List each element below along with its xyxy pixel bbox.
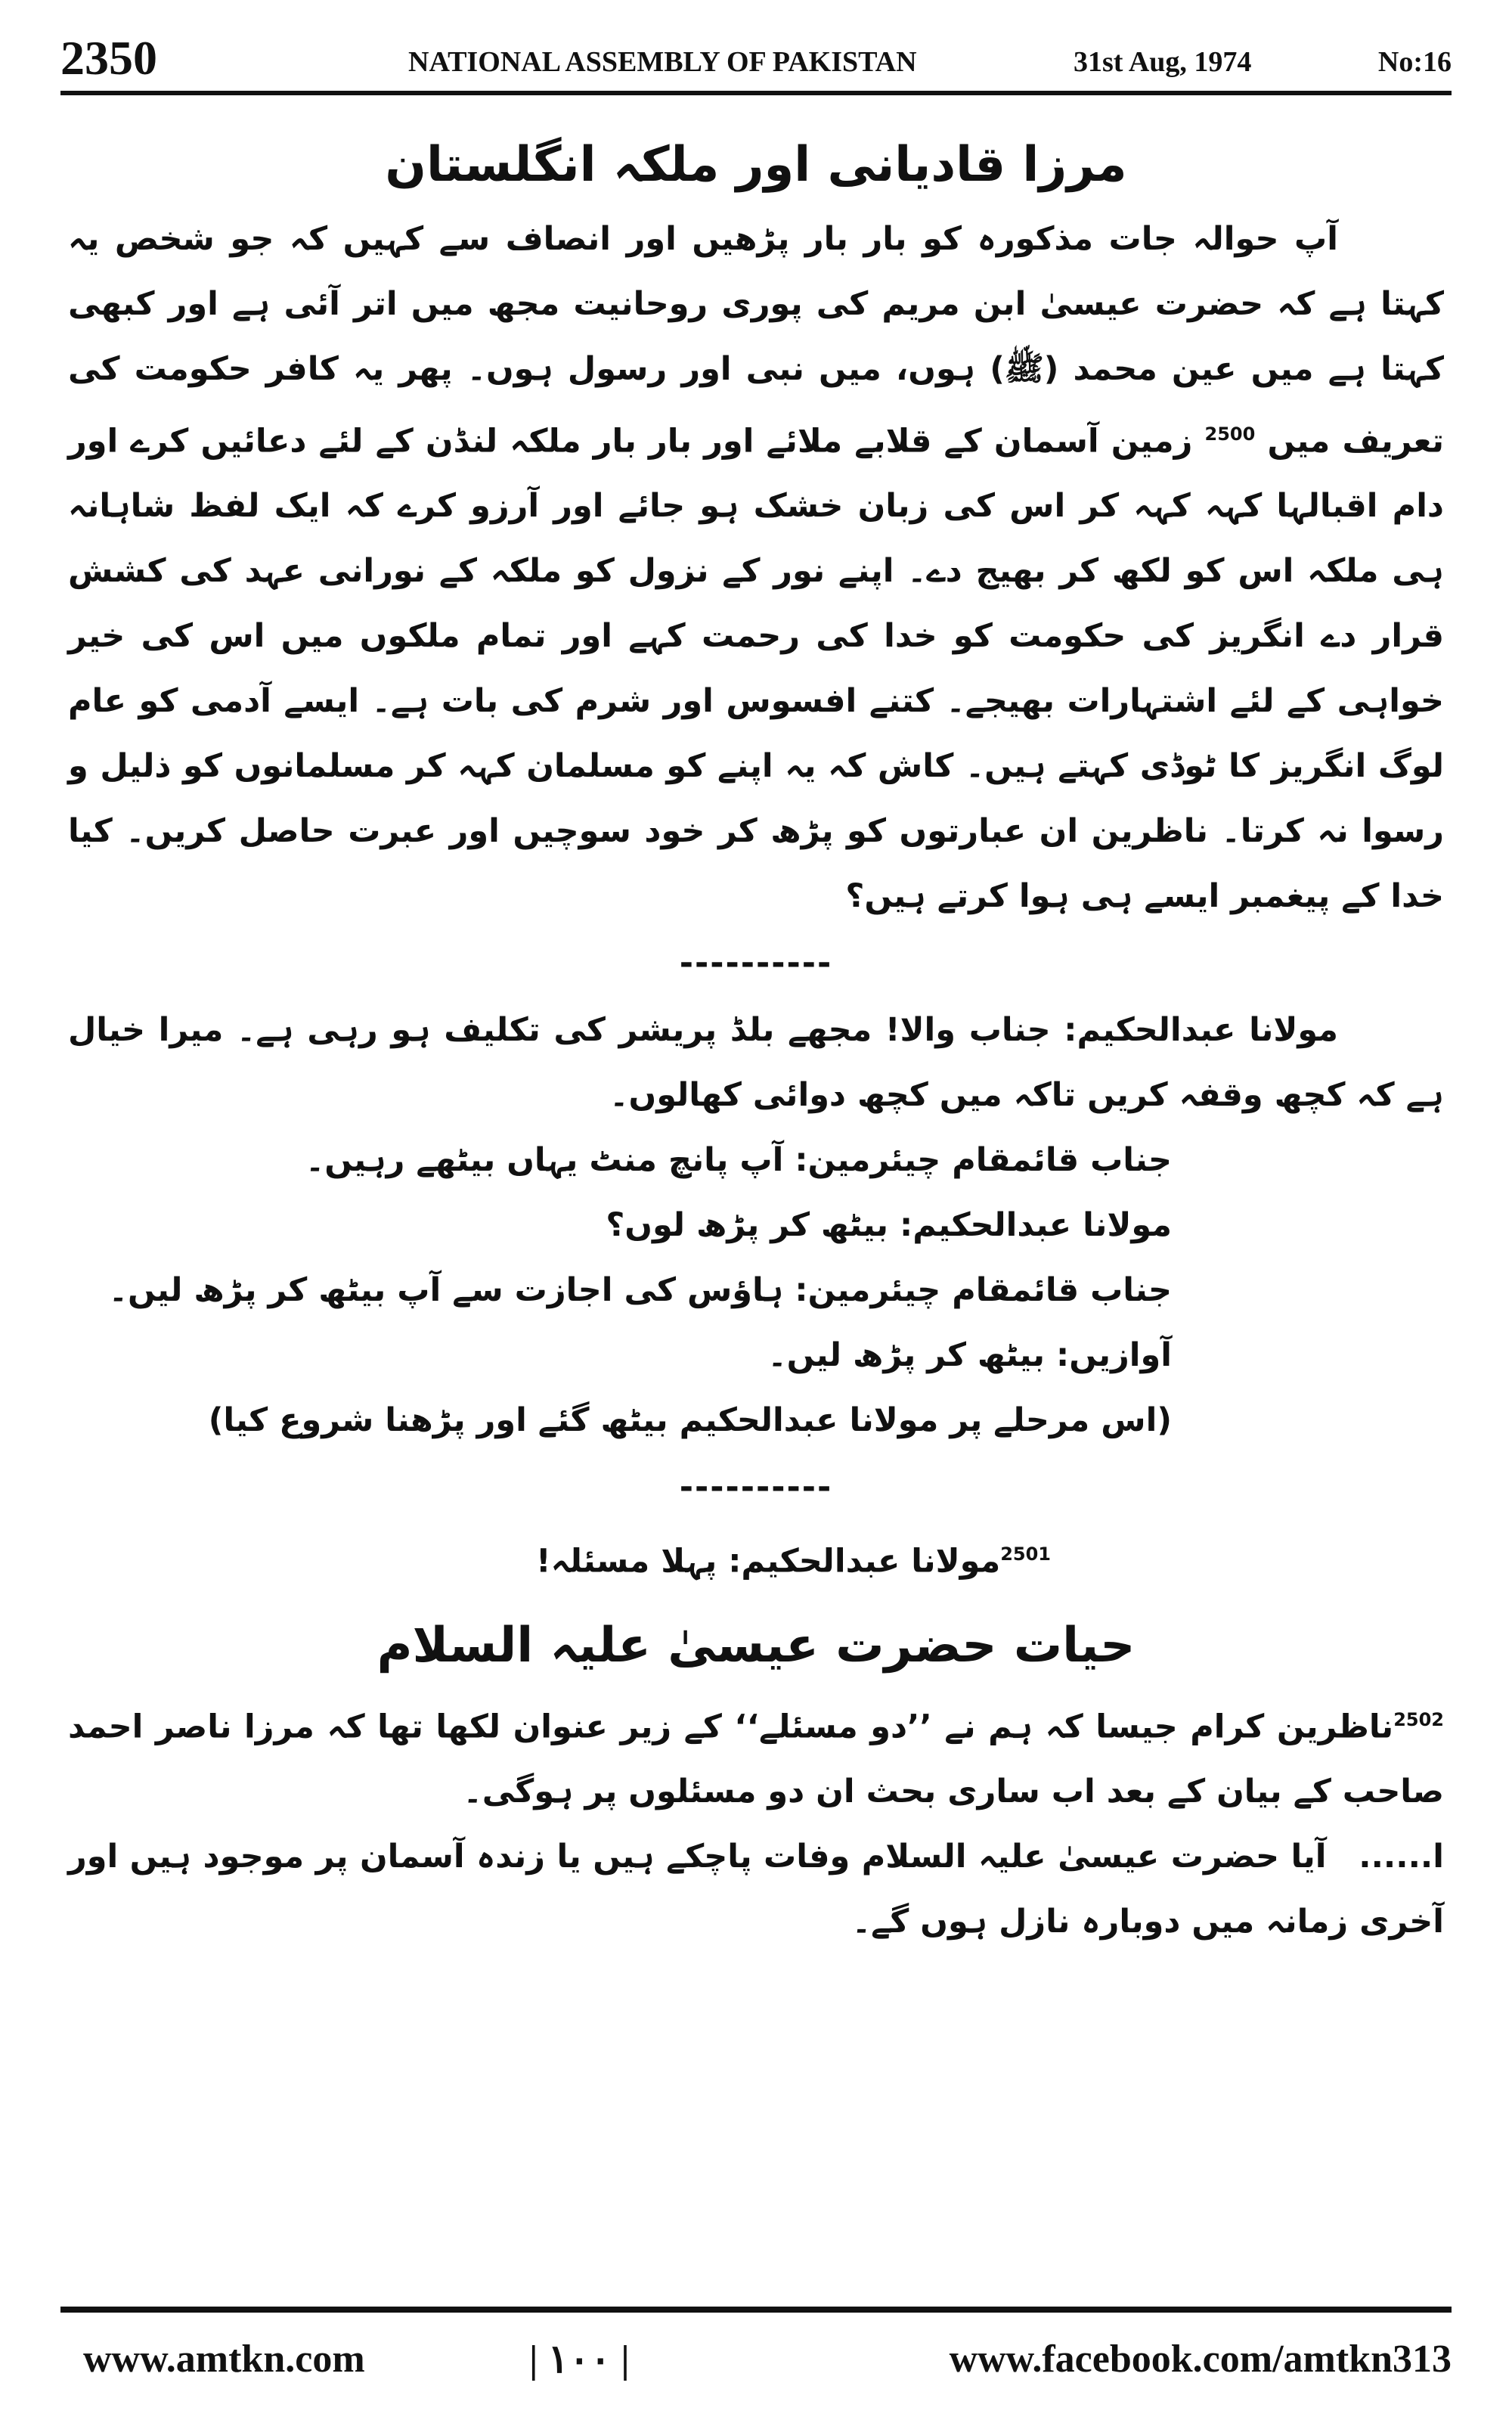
page-footer <box>60 2337 1452 2390</box>
speaker-name: مولانا عبدالحکیم: <box>728 1542 1001 1581</box>
list-item-text: آیا حضرت عیسیٰ علیہ السلام وفات پاچکے ہیں یا زندہ آسمان پر موجود ہیں اور آخری زمانہ میں دوبارہ نازل ہوں گے۔ <box>68 1837 1444 1941</box>
footer-page-number: | ۱۰۰ | <box>529 2338 630 2381</box>
reference-number: 2501 <box>1000 1544 1051 1565</box>
speech-text: پہلا مسئلہ! <box>535 1542 717 1581</box>
section-heading: مرزا قادیانی اور ملکہ انگلستان <box>385 137 1127 193</box>
page-header <box>60 30 1452 91</box>
speech <box>68 1258 1444 1323</box>
paragraph-text: ناظرین کرام جیسا کہ ہم نے ’’دو مسئلے‘‘ کے زیر عنوان لکھا تھا کہ مرزا ناصر احمد صاحب کے بیان کے بعد اب ساری بحث ان دو مسئلوں پر ہوگی۔ <box>68 1707 1444 1810</box>
footer-facebook-link[interactable]: www.facebook.com/amtkn313 <box>949 2338 1452 2381</box>
speech-text: ہاؤس کی اجازت سے آپ بیٹھ کر پڑھ لیں۔ <box>108 1271 784 1310</box>
speech <box>68 1128 1444 1193</box>
speech-text: بیٹھ کر پڑھ لوں؟ <box>606 1206 889 1245</box>
header-issue: No:16 <box>1377 46 1452 78</box>
list-item <box>68 1824 1444 1954</box>
speaker-name: آوازیں: <box>1056 1336 1172 1375</box>
document-body <box>68 113 1444 1954</box>
paragraph <box>68 1687 1444 1824</box>
footer-website-link[interactable]: www.amtkn.com <box>83 2338 365 2381</box>
header-date: 31st Aug, 1974 <box>1074 46 1252 78</box>
speaker-name: جناب قائمقام چیئرمین: <box>795 1271 1172 1310</box>
reference-number: 2502 <box>1393 1708 1444 1730</box>
separator: ---------- <box>679 1468 833 1507</box>
speech-text: آپ پانچ منٹ یہاں بیٹھے رہیں۔ <box>305 1141 784 1180</box>
speech <box>68 1193 1444 1258</box>
separator: ---------- <box>679 944 833 983</box>
reference-number: 2500 <box>1204 424 1256 445</box>
footer-rule <box>60 2307 1452 2313</box>
paragraph-text: آپ حوالہ جات مذکورہ کو بار بار پڑھیں اور انصاف سے کہیں کہ جو شخص یہ کہتا ہے کہ حضرت عیسیٰ ابن مریم کی پوری روحانیت مجھ میں اتر آئی ہے اور کبھی کہتا ہے میں عین محمد (ﷺ) ہوں، میں نبی اور رسول ہوں۔ پھر یہ کافر حکومت کی تعریف میں <box>68 220 1444 461</box>
section-heading: حیات حضرت عیسیٰ علیہ السلام <box>376 1617 1136 1674</box>
speaker-name: مولانا عبدالحکیم: <box>1064 1011 1338 1050</box>
header-rule <box>60 91 1452 95</box>
speech-text: جناب والا! مجھے بلڈ پریشر کی تکلیف ہو رہی ہے۔ میرا خیال ہے کہ کچھ وقفہ کریں تاکہ میں کچھ دوائی کھالوں۔ <box>68 1011 1444 1115</box>
list-marker: ا...... <box>1359 1837 1444 1876</box>
speaker-name: مولانا عبدالحکیم: <box>900 1206 1172 1245</box>
page-number: 2350 <box>60 31 157 85</box>
speaker-name: جناب قائمقام چیئرمین: <box>795 1141 1172 1180</box>
speech <box>68 1522 1444 1593</box>
speech <box>68 1323 1444 1388</box>
speech <box>68 997 1444 1128</box>
paragraph <box>68 206 1444 929</box>
speech-text: بیٹھ کر پڑھ لیں۔ <box>767 1336 1046 1375</box>
header-title: NATIONAL ASSEMBLY OF PAKISTAN <box>408 46 917 78</box>
stage-direction-text: (اس مرحلے پر مولانا عبدالحکیم بیٹھ گئے اور پڑھنا شروع کیا) <box>208 1401 1172 1440</box>
stage-direction <box>68 1388 1444 1453</box>
paragraph-text: زمین آسمان کے قلابے ملائے اور بار بار ملکہ لنڈن کے لئے دعائیں کرے اور دام اقبالہا کہہ کہہ کر اس کی زبان خشک ہو جائے اور آرزو کرے کہ ایک لفظ شاہانہ ہی ملکہ اس کو لکھ کر بھیج دے۔ اپنے نور کے نزول کو ملکہ کے نورانی عہد کی کشش قرار دے انگریز کی حکومت کو خدا کی رحمت کہے اور تمام ملکوں میں اس کی خیر خواہی کے لئے اشتہارات بھیجے۔ کتنے افسوس اور شرم کی بات ہے۔ ایسے آدمی کو عام لوگ انگریز کا ٹوڈی کہتے ہیں۔ کاش کہ یہ اپنے کو مسلمان کہہ کر مسلمانوں کو ذلیل و رسوا نہ کرتا۔ ناظرین ان عبارتوں کو پڑھ کر خود سوچیں اور عبرت حاصل کریں۔ کیا خدا کے پیغمبر ایسے ہی ہوا کرتے ہیں؟ <box>68 422 1444 916</box>
